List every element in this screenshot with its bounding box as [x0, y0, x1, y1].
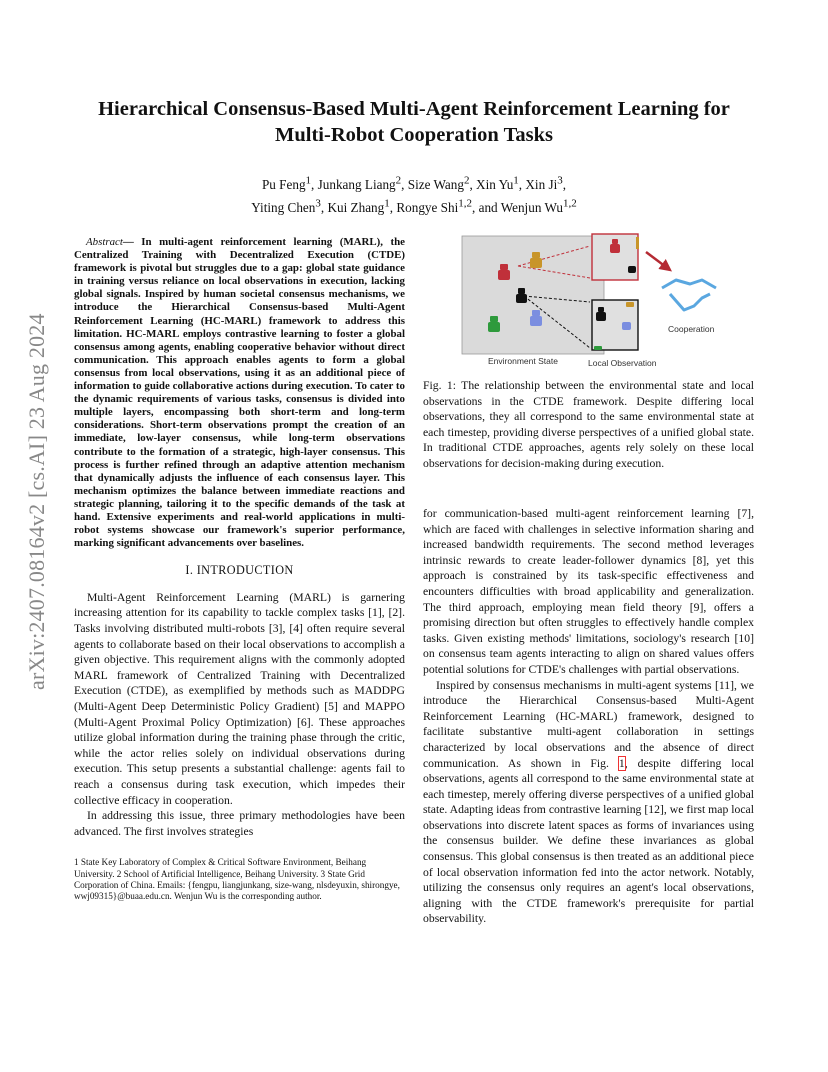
label-local-observation: Local Observation — [588, 358, 657, 368]
figure-1-caption: Fig. 1: The relationship between the environmental state and local observations in the CTDE framework. Despite differing local observations, they all correspond to the same environmental state at each timestep, providing diverse perspectives of a unified global state. In traditional CTDE approaches, agents rely solely on these local observations for decision-making during execution. — [423, 379, 754, 470]
arxiv-stamp-text: arXiv:2407.08164v2 [cs.AI] 23 Aug 2024 — [24, 313, 49, 690]
author: Pu Feng$^1$, — [261, 175, 318, 193]
figure-1-diagram — [440, 228, 740, 374]
author: Junkang Liang$^2$, — [317, 175, 408, 193]
handshake-icon — [662, 280, 716, 310]
section-heading-introduction: I. INTRODUCTION — [185, 563, 294, 578]
author: Yiting Chen$^3$, — [251, 197, 328, 215]
intro-paragraph-2: In addressing this issue, three primary methodologies have been advanced. The first involves strategies — [74, 809, 405, 838]
label-environment-state: Environment State — [488, 356, 558, 366]
figure-1 — [440, 228, 740, 374]
author: Xin Yu$^1$, — [476, 175, 526, 193]
paper-title — [60, 96, 768, 148]
arrow-icon — [646, 252, 670, 270]
author: Rongye Shi$^{1,2}$, and — [396, 197, 501, 215]
label-cooperation: Cooperation — [668, 324, 715, 334]
author: Xin Ji$^3$, — [525, 175, 567, 193]
author: Kui Zhang$^1$, — [327, 197, 397, 215]
arxiv-stamp — [22, 290, 52, 690]
author-list — [60, 172, 768, 217]
abstract-text: — In multi-agent reinforcement learning (MARL), the Centralized Training with Decentralized Execution (CTDE) framework is pivotal but struggles due to a gap: global state guidance in training versus reliance on local observations in execution, lacking global signals. Inspired by human societal consensus mechanisms, we introduce the Hierarchical Consensus-based Multi-Agent Reinforcement Learning (HC-MARL) framework to address this limitation. HC-MARL employs contrastive learning to foster a global consensus among agents, enabling cooperative behavior without direct communication. This approach enables agents to form a global consensus from local observations, using it as an additional piece of information to guide collaborative actions during execution. To cater to the dynamic requirements of various tasks, consensus is divided into multiple layers, encompassing both short-term and long-term considerations. Short-term observations prompt the creation of an immediate, low-layer consensus, while long-term observations contribute to the formation of a strategic, high-layer consensus. This process is further refined through an adaptive attention mechanism that dynamically adjusts the influence of each consensus layer. This mechanism optimizes the balance between immediate reactions and strategic planning, tailoring it to the specific demands of the task at hand. Extensive experiments and real-world applications in multi-robot systems showcase our framework's superior performance, marking significant advancements over baselines. — [74, 236, 405, 550]
author: Wenjun Wu$^{1,2}$ — [500, 197, 577, 215]
figure-1-caption-block — [423, 378, 754, 472]
author: Size Wang$^2$, — [407, 175, 477, 193]
footnote: 1 State Key Laboratory of Complex & Critical Software Environment, Beihang University. 2 School of Artificial Intelligence, Beihang University. 3 State Grid Corporation of China. Emails: {fengpu, liangjunkang, size-wang, nlsdeyuxin, shirongye, wwj09315}@buaa.edu.cn. Wenjun Wu is the corresponding author. — [74, 857, 400, 901]
author-line-2 — [60, 194, 768, 216]
author-line-1 — [60, 172, 768, 194]
title-line-2: Multi-Robot Cooperation Tasks — [275, 124, 553, 146]
right-paragraph-2: Inspired by consensus mechanisms in multi-agent systems [11], we introduce the Hierarchical Consensus-based Multi-Agent Reinforcement Learning (HC-MARL) framework, designed to facilitate substantive multi-agent collaboration in settings characterized by local observations and the absence of direct communication. As shown in Fig. 1, despite differing local observations, agents all correspond to the same environmental state at each timestep, merely offering diverse perspectives of a unified global state. Adapting ideas from contrastive learning [12], we first map local observations into discrete latent spaces as forms of invariances using the consensus builder. We define these invariances as global consensus. This global consensus is then treated as an additional piece of local observation information fed into the actor network. Notably, utilizing the consensus only requires an agent's local observations, aligning with the CTDE framework's prerequisite for partial observability. — [423, 678, 755, 926]
abstract-label: Abstract — [86, 236, 123, 248]
title-line-1: Hierarchical Consensus-Based Multi-Agent Reinforcement Learning for — [98, 98, 730, 120]
right-paragraph-1: for communication-based multi-agent reinforcement learning [7], which are faced with challenges in selective information sharing and increased bandwidth requirements. The second method leverages intrinsic rewards to create leader-follower dynamics [8], yet this approach is constrained by its task-specific effectiveness and encounters difficulties with broad applicability and generalization. The third approach, employing mean field theory [9], offers a promising direction but often struggles to effectively handle complex tasks. Given existing methods' limitations, sociology's research [10] on consensus team agents interacting to align on shared values offers potential solutions for CTDE's challenges with partial observations. — [423, 507, 754, 676]
abstract — [74, 236, 405, 550]
right-column-body — [423, 506, 754, 927]
figure-1-reference-link[interactable]: 1 — [618, 756, 625, 770]
intro-paragraph-1: Multi-Agent Reinforcement Learning (MARL) is garnering increasing attention for its capability to tackle complex tasks [1], [2]. Tasks involving distributed multi-robots [3], [4] often require several agents to collaborate based on their local observations to accomplish a given objective. This requirement aligns with the commonly adopted MARL framework of Centralized Training with Decentralized Execution (CTDE), as exemplified by methods such as MADDPG (Multi-Agent Deep Deterministic Policy Gradient) [5] and MAPPO (Multi-Agent Proximal Policy Optimization) [6]. These approaches utilize global information during the training phase through the critic, while the actor relies solely on individual observations during execution. This setup presents a substantial challenge: agents fail to reach a consensus during task execution, which impedes their collective efficacy in cooperation. — [74, 590, 405, 807]
left-column — [74, 236, 405, 902]
